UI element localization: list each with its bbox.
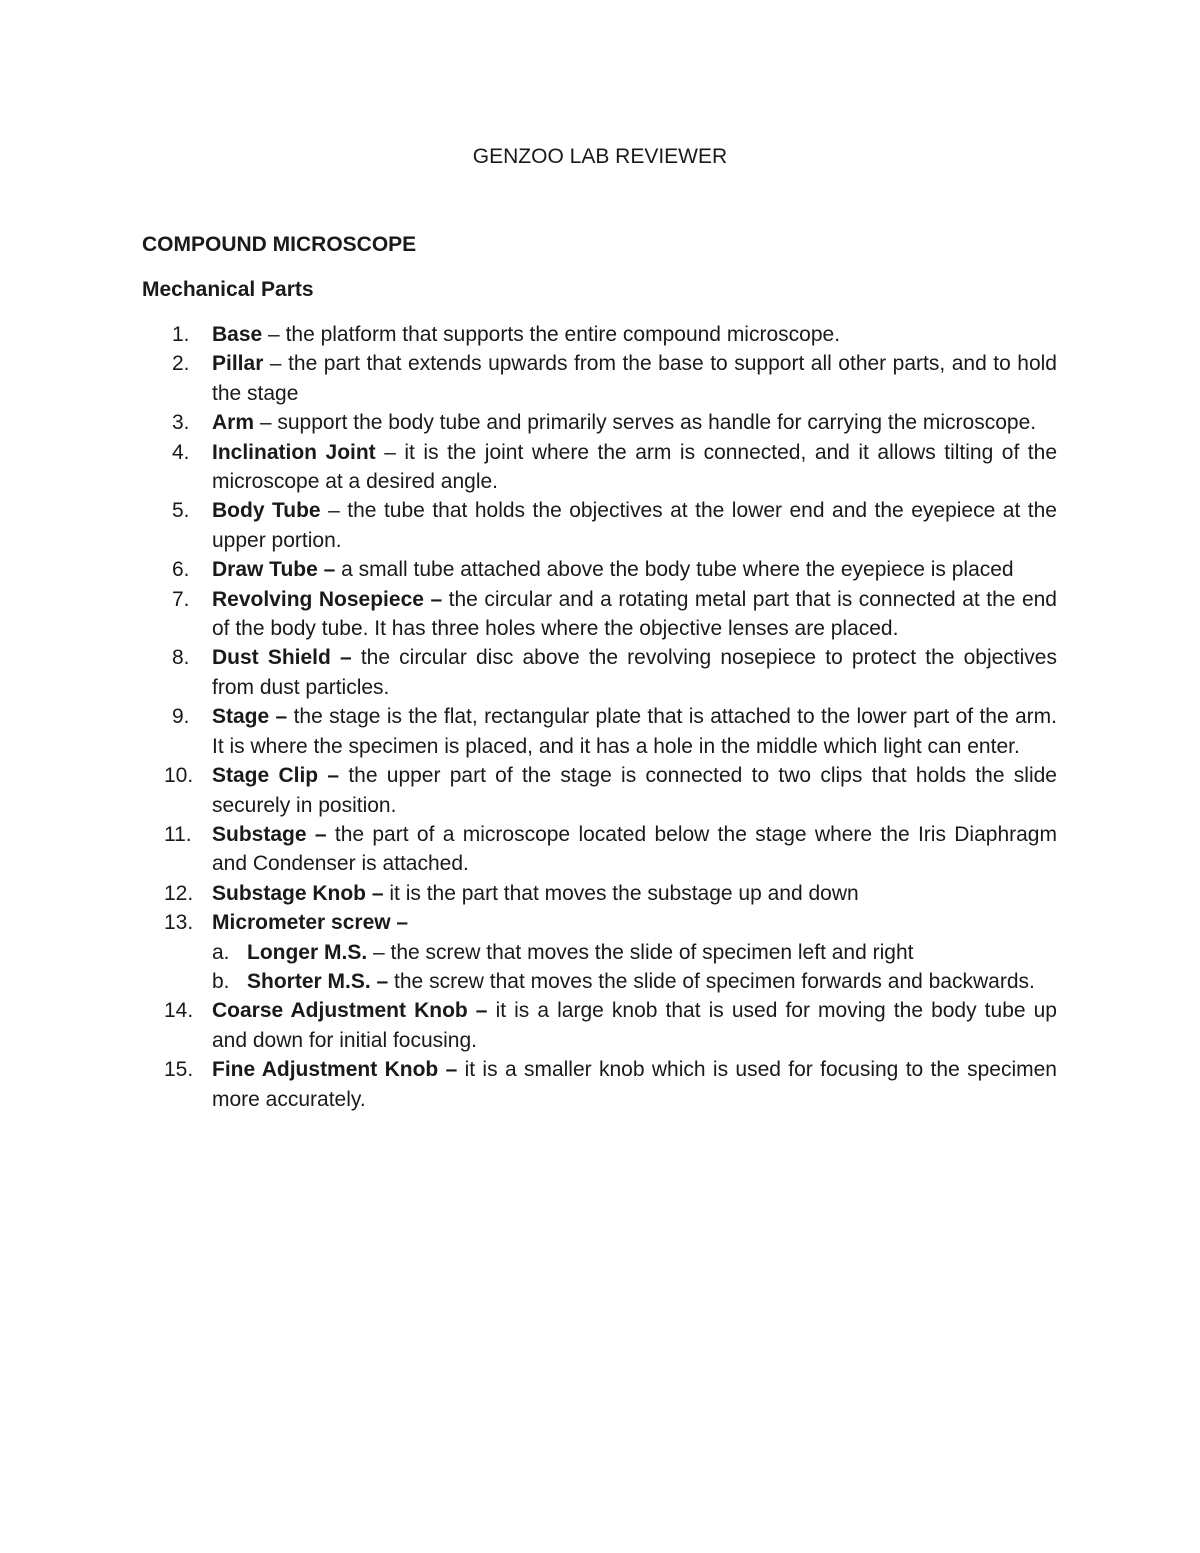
item-term: Stage – xyxy=(212,705,288,729)
sub-item-term: Longer M.S. xyxy=(247,940,368,964)
item-text xyxy=(212,996,1057,1055)
item-text xyxy=(212,320,1057,349)
item-text xyxy=(212,761,1057,820)
item-term: Coarse Adjustment Knob – xyxy=(212,999,488,1023)
sub-item-description: the screw that moves the slide of specimen forwards and backwards. xyxy=(394,969,1035,993)
item-text xyxy=(212,908,1057,937)
item-number: 1. xyxy=(172,323,190,346)
item-number: 3. xyxy=(172,411,190,435)
item-text xyxy=(212,496,1057,555)
item-description: the part of a microscope located below the stage where the Iris Diaphragm and Condenser is attached. xyxy=(212,822,1057,876)
mechanical-parts-list xyxy=(0,320,1200,1114)
item-description: the circular and a rotating metal part that is connected at the end of the body tube. It has three holes where the objective lenses are placed. xyxy=(212,587,1057,641)
item-number: 5. xyxy=(172,499,190,523)
sub-item-description: the screw that moves the slide of specimen left and right xyxy=(390,940,914,964)
item-text xyxy=(212,820,1057,879)
item-separator: – xyxy=(320,499,348,523)
item-number: 4. xyxy=(172,440,190,464)
item-separator: – xyxy=(254,411,278,435)
list-item xyxy=(0,761,1200,820)
item-term: Dust Shield – xyxy=(212,646,352,670)
item-description: the stage is the flat, rectangular plate that is attached to the lower part of the arm. It is where the specimen is placed, and it has a hole in the middle which light can enter. xyxy=(212,705,1058,758)
list-item xyxy=(0,879,1200,908)
item-text xyxy=(212,349,1057,408)
item-number: 11. xyxy=(164,822,192,846)
item-description: support the body tube and primarily serves as handle for carrying the microscope. xyxy=(277,411,1037,435)
item-term: Stage Clip – xyxy=(212,764,340,788)
item-number: 15. xyxy=(164,1058,194,1082)
item-description: the upper part of the stage is connected to two clips that holds the slide securely in position. xyxy=(212,764,1057,817)
list-item xyxy=(0,496,1200,555)
micrometer-screw-sublist xyxy=(0,938,1200,997)
item-text xyxy=(212,585,1057,644)
item-separator xyxy=(339,764,348,787)
sub-item-text xyxy=(247,938,1057,967)
sub-item-separator: – xyxy=(367,940,391,964)
sub-item-letter: b. xyxy=(212,969,230,993)
item-number: 9. xyxy=(172,705,190,729)
item-number: 6. xyxy=(172,558,190,582)
sub-item-letter: a. xyxy=(212,940,230,964)
item-term: Inclination Joint xyxy=(212,440,376,464)
item-term: Pillar xyxy=(212,352,264,376)
item-number: 2. xyxy=(172,352,190,376)
item-text xyxy=(212,879,1057,908)
item-term: Fine Adjustment Knob – xyxy=(212,1058,458,1082)
sub-list-item xyxy=(0,967,1200,996)
item-term: Arm xyxy=(212,411,255,435)
item-description: the tube that holds the objectives at the lower end and the eyepiece at the upper portion. xyxy=(212,499,1057,552)
sub-item-term: Shorter M.S. – xyxy=(247,969,389,993)
list-item xyxy=(0,643,1200,702)
item-text xyxy=(212,555,1057,584)
item-term: Micrometer screw – xyxy=(212,911,409,935)
list-item xyxy=(0,908,1200,996)
sub-item-text xyxy=(247,967,1057,996)
item-separator: – xyxy=(263,352,289,376)
item-separator xyxy=(352,646,361,669)
list-item xyxy=(0,1055,1200,1114)
item-text xyxy=(212,643,1057,702)
section-heading: COMPOUND MICROSCOPE xyxy=(142,233,417,256)
item-separator xyxy=(487,999,495,1022)
item-separator: – xyxy=(375,440,405,464)
item-separator xyxy=(327,823,335,846)
item-term: Draw Tube – xyxy=(212,558,336,582)
list-item xyxy=(0,996,1200,1055)
item-number: 7. xyxy=(172,587,190,611)
item-description: the part that extends upwards from the base to support all other parts, and to hold the stage xyxy=(212,352,1057,405)
list-item xyxy=(0,702,1200,761)
item-text xyxy=(212,438,1057,497)
item-text xyxy=(212,408,1057,437)
item-description: a small tube attached above the body tube where the eyepiece is placed xyxy=(341,558,1014,582)
item-number: 10. xyxy=(164,764,194,788)
item-separator xyxy=(457,1058,464,1081)
list-item xyxy=(0,408,1200,437)
list-item xyxy=(0,820,1200,879)
item-term: Base xyxy=(212,323,263,346)
list-item xyxy=(0,320,1200,349)
item-description: it is the part that moves the substage up and down xyxy=(389,881,859,905)
item-term: Substage Knob – xyxy=(212,881,384,905)
sub-list-item xyxy=(0,938,1200,967)
list-item xyxy=(0,349,1200,408)
item-number: 14. xyxy=(164,999,194,1023)
item-text xyxy=(212,702,1057,761)
item-text xyxy=(212,1055,1057,1114)
item-description: it is the joint where the arm is connected, and it allows tilting of the microscope at a desired angle. xyxy=(212,440,1058,494)
item-description: it is a smaller knob which is used for focusing to the specimen more accurately. xyxy=(212,1058,1057,1111)
item-term: Body Tube xyxy=(212,499,321,523)
item-description: the circular disc above the revolving nosepiece to protect the objectives from dust particles. xyxy=(212,646,1057,699)
item-number: 8. xyxy=(172,646,190,670)
item-number: 13. xyxy=(164,911,194,935)
document-title: GENZOO LAB REVIEWER xyxy=(472,145,728,168)
list-item xyxy=(0,555,1200,584)
item-term: Substage – xyxy=(212,822,327,846)
list-item xyxy=(0,585,1200,644)
item-term: Revolving Nosepiece – xyxy=(212,587,443,611)
list-item xyxy=(0,438,1200,497)
item-separator: – xyxy=(262,323,286,346)
subsection-heading: Mechanical Parts xyxy=(142,278,314,301)
item-description: the platform that supports the entire compound microscope. xyxy=(285,323,841,346)
item-number: 12. xyxy=(164,881,194,905)
item-description: it is a large knob that is used for moving the body tube up and down for initial focusing. xyxy=(212,999,1057,1052)
